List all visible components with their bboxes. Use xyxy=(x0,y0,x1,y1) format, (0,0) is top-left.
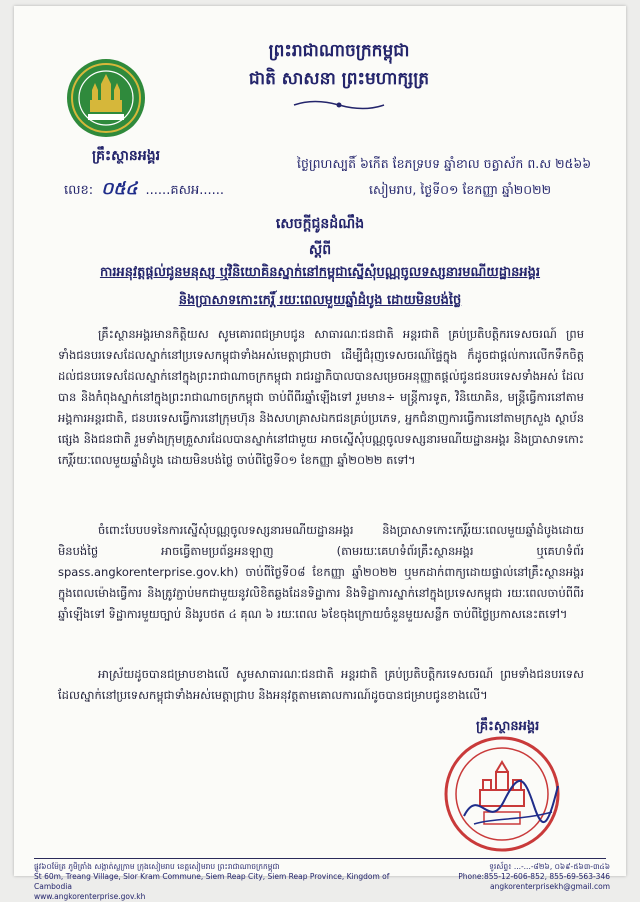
organization-name: គ្រឹះស្ថានអង្គរ xyxy=(91,148,161,164)
notice-subject-label: ស្តីពី xyxy=(308,242,332,258)
notice-subject-line1: ការអនុវត្តផ្តល់ជូនមនុស្ស ឬវិនិយោគិនស្នាក់នៅកម្ពុជាស្នើសុំបណ្ណចូលទស្សនារមណីយដ្ឋានអង្គរ xyxy=(99,265,541,280)
handwritten-signature xyxy=(454,746,564,836)
reference-label: លេខ: xyxy=(64,183,94,198)
footer-address-block xyxy=(34,862,394,902)
footer-website[interactable]: www.angkorenterprise.gov.kh xyxy=(34,892,146,901)
angkor-enterprise-logo xyxy=(66,58,146,138)
reference-value: ០៥៤ xyxy=(101,179,138,199)
reference-number xyxy=(64,178,224,203)
footer-khmer-address: ផ្លូវ៦០ម៉ែត្រ ភូមិត្រាំង សង្កាត់ស្លក្រាម ក្រុងសៀមរាប ខេត្តសៀមរាប ព្រះរាជាណាចក្រកម្ពុជា xyxy=(34,862,280,871)
ornament-divider xyxy=(289,98,389,112)
footer-contact-block xyxy=(430,862,610,892)
footer-phone: Phone:855-12-606-852, 855-69-563-346 xyxy=(458,872,610,881)
national-motto: ជាតិ សាសនា ព្រះមហាក្សត្រ xyxy=(248,69,430,89)
body-paragraph-3: អាស្រ័យដូចបានជម្រាបខាងលើ សូមសាធារណៈជនជាតិ អន្តរជាតិ គ្រប់ប្រតិបត្តិករទេសចរណ៍ ព្រមទាំងជនបរទេសដែលស្នាក់នៅប្រទេសកម្ពុជាទាំងអស់មេត្តាជ្រាប និងអនុវត្តតាមគោលការណ៍ដូចបានជម្រាបជូនខាងលើ។ xyxy=(58,667,584,702)
lunar-date: ថ្ងៃព្រហស្បតិ៍ ៦កើត ខែភទ្របទ ឆ្នាំខាល ចត្វាស័ក ព.ស ២៥៦៦ xyxy=(297,156,592,171)
footer-address: St 60m, Treang Village, Slor Kram Commune, Siem Reap City, Siem Reap Province, Kingdom of Cambodia xyxy=(34,872,390,891)
reference-suffix: ......គសអ...... xyxy=(145,183,225,198)
signatory-title: គ្រឹះស្ថានអង្គរ xyxy=(476,719,540,734)
body-paragraph-2: ចំពោះបែបបទនៃការស្នើសុំបណ្ណចូលទស្សនារមណីយដ្ឋានអង្គរ និងប្រាសាទកោះកេរ្តិ៍រយៈពេលមួយឆ្នាំដំបូងដោយមិនបង់ថ្លៃ អាចធ្វើតាមប្រព័ន្ធអនឡាញ (តាមរយៈគេហទំព័រគ្រឹះស្ថានអង្គរ ឬគេហទំព័រ spass.angkorenterprise.gov.kh) ចាប់ពីថ្ងៃទី០៨ ខែកញ្ញា ឆ្នាំ២០២២ ឬមកដាក់ពាក្យដោយផ្ទាល់នៅគ្រឹះស្ថានអង្គរ ក្នុងពេលម៉ោងធ្វើការ និងត្រូវភ្ជាប់មកជាមួយនូវលិខិតឆ្លងដែនទិដ្ឋាការ និងទិដ្ឋាការស្នាក់នៅក្នុងប្រទេសកម្ពុជា រយៈពេលចាប់ពីពីរឆ្នាំឡើងទៅ ទិដ្ឋាការមួយច្បាប់ និងរូបថត ៤ គុណ ៦ រយៈពេល ៦ខែចុងក្រោយចំនួនមួយសន្លឹក ចាប់ពីថ្ងៃប្រកាសនេះតទៅ។ xyxy=(58,523,584,621)
footer-khmer-phone: ទូរស័ព្ទ៖ ...-...-៨២៦, ០៦៩-៥៦៣-៣៤៦ xyxy=(489,862,610,871)
kingdom-heading: ព្រះរាជាណាចក្រកម្ពុជា xyxy=(268,41,410,61)
footer-facebook[interactable]: angkorenterprisekh@gmail.com xyxy=(490,882,610,891)
footer-divider xyxy=(34,858,606,859)
letter-page xyxy=(14,6,626,901)
solar-date: សៀមរាប, ថ្ងៃទី០១ ខែកញ្ញា ឆ្នាំ២០២២ xyxy=(369,182,552,197)
notice-title: សេចក្តីជូនដំណឹង xyxy=(275,216,365,232)
body-paragraph-1: គ្រឹះស្ថានអង្គរមានកិត្តិយស សូមគោរពជម្រាបជូន សាធារណៈជនជាតិ អន្តរជាតិ គ្រប់ប្រតិបត្តិករទេសចរណ៍ ព្រមទាំងជនបរទេសដែលស្នាក់នៅប្រទេសកម្ពុជាទាំងអស់មេត្តាជ្រាបថា ដើម្បីជំរុញទេសចរណ៍ផ្ទៃក្នុង ក៏ដូចជាផ្តល់ការលើកទឹកចិត្តដល់ជនបរទេសដែលស្នាក់នៅក្នុងព្រះរាជាណាចក្រកម្ពុជា រាជរដ្ឋាភិបាលបានសម្រេចអនុញ្ញាតផ្តល់ជូនជនបរទេសទាំងអស់ ដែលបាន និងកំពុងស្នាក់នៅក្នុងព្រះរាជាណាចក្រកម្ពុជា ចាប់ពីពីរឆ្នាំឡើងទៅ រួមមាន÷ មន្ត្រីការទូត, វិនិយោគិន, មន្ត្រីធ្វើការនៅតាមអង្គការអន្តរជាតិ, ជនបរទេសធ្វើការនៅក្រុមហ៊ុន និងសហគ្រាសឯកជនគ្រប់ប្រភេទ, អ្នកជំនាញការធ្វើការនៅតាមក្រសួង ស្ថាប័នផ្សេង និងជនជាតិ រួមទាំងក្រុមគ្រួសារដែលបានស្នាក់នៅជាមួយ អាចស្នើសុំបណ្ណចូលទស្សនារមណីយដ្ឋានអង្គរ និងប្រាសាទកោះកេរ្តិ៍រយៈពេលមួយឆ្នាំដំបូង ដោយមិនបង់ថ្លៃ ចាប់ពីថ្ងៃទី០១ ខែកញ្ញា ឆ្នាំ២០២២ តទៅ។ xyxy=(58,327,584,467)
notice-subject-line2: និងប្រាសាទកោះកេរ្តិ៍ រយៈពេលមួយឆ្នាំដំបូង ដោយមិនបង់ថ្លៃ xyxy=(178,293,462,308)
